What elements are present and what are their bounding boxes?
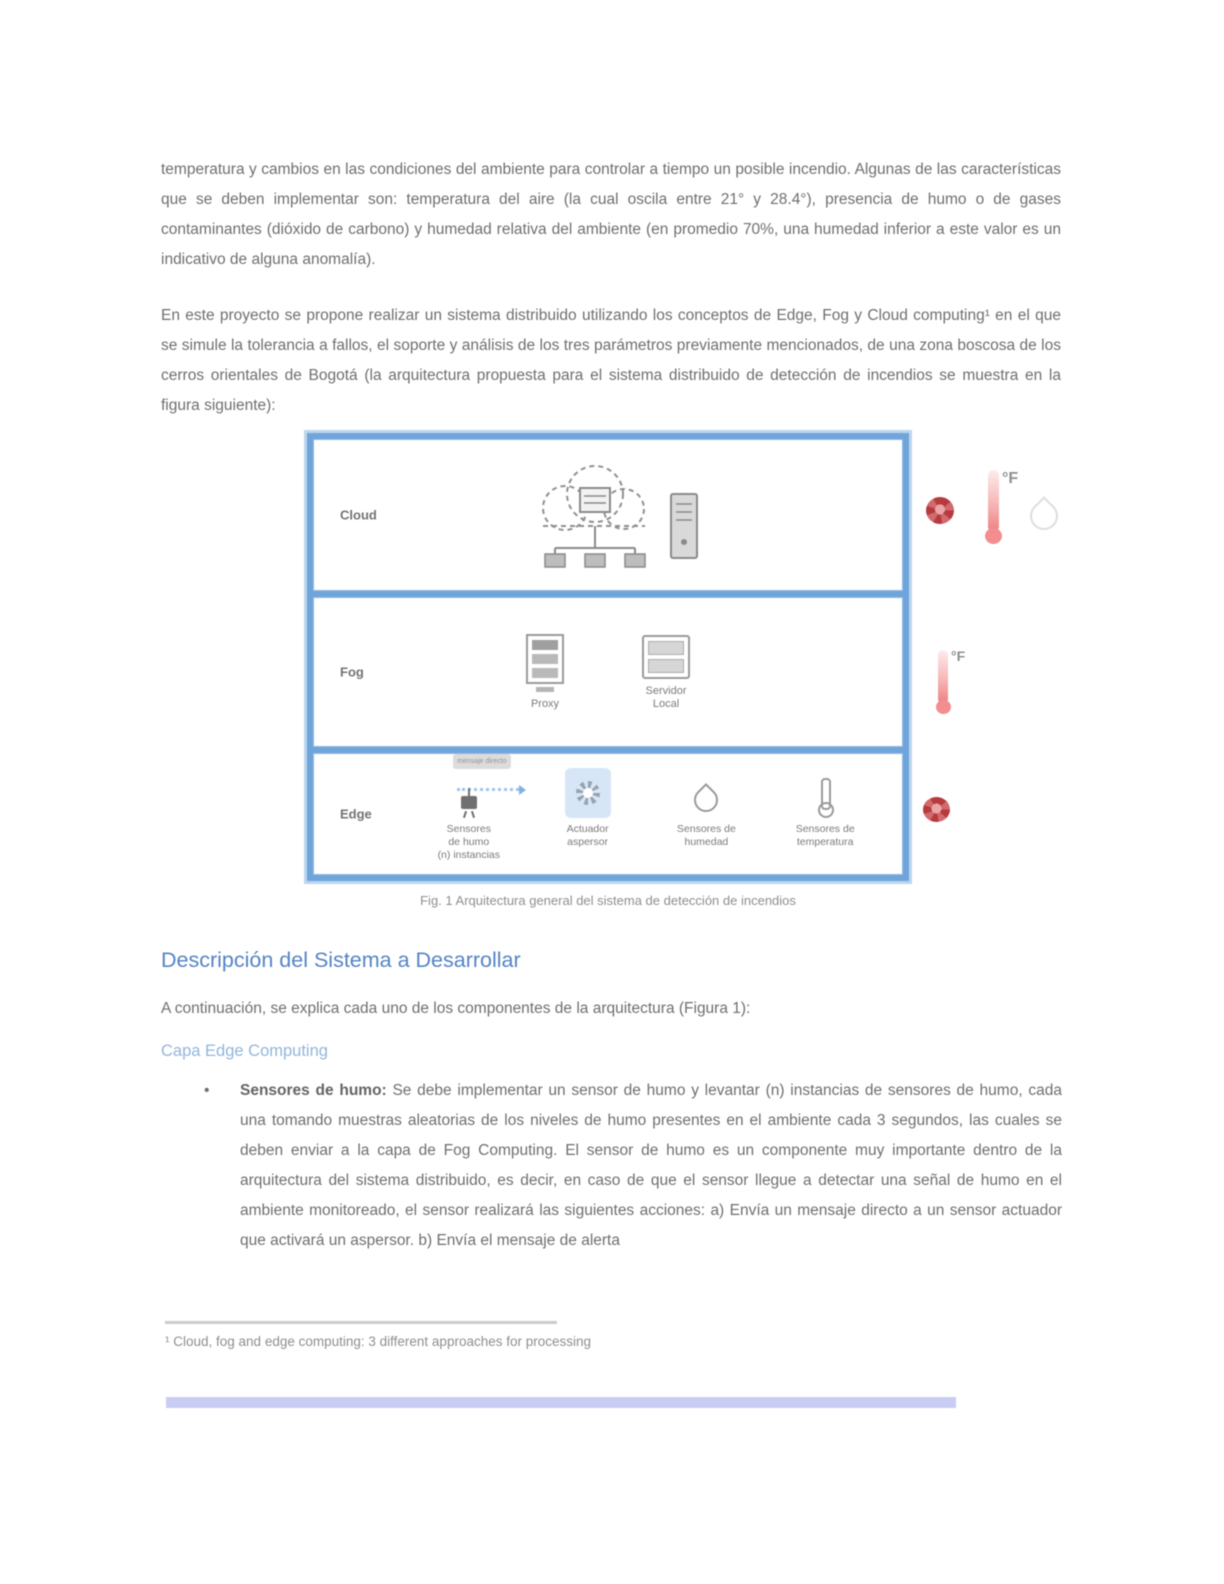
temperature-reading-icon — [988, 470, 1019, 532]
fahrenheit-unit-label: °F — [1002, 470, 1019, 487]
paragraph-ambient-conditions: temperatura y cambios en las condiciones del ambiente para controlar a tiempo un posible incendio. Algunas de las características que se deben implementar son: temperatura del aire (la cual oscila entre 21° y 28.4°), presencia de humo o de gases contaminantes (dióxido de carbono) y humedad relativa del ambiente (en promedio 70%, una humedad inferior a este valor es un indicativo de alguna anomalía). — [161, 160, 1061, 268]
sprinkler-actuator-node — [538, 766, 638, 862]
bullet-item-smoke-sensors — [204, 1076, 1062, 1256]
footnote-text: ¹ Cloud, fog and edge computing: 3 different approaches for processing — [165, 1334, 592, 1349]
local-server-node — [642, 635, 690, 711]
smoke-sensor-icon — [458, 788, 480, 818]
humidity-sensor-label-line2: humedad — [684, 836, 729, 848]
temperature-sensor-icon — [817, 778, 833, 818]
subsection-heading: Capa Edge Computing — [161, 1042, 328, 1060]
humidity-sensor-label-line1: Sensores de — [676, 823, 736, 835]
edge-layer-label: Edge — [340, 806, 372, 822]
temperature-reading-icon — [938, 648, 966, 704]
fog-layer-box — [313, 597, 903, 747]
figure-caption: Fig. 1 Arquitectura general del sistema de detección de incendios — [420, 893, 796, 908]
sprinkler-actuator-label — [567, 823, 609, 862]
fahrenheit-unit-label: °F — [951, 648, 966, 664]
edge-layer-box — [313, 753, 903, 875]
temperature-sensor-label — [796, 823, 855, 862]
humidity-sensor-label — [677, 823, 736, 862]
humidity-sensor-node — [656, 766, 756, 862]
local-server-label — [646, 685, 687, 711]
smoke-sensor-node — [419, 758, 519, 862]
local-server-label-line2: Local — [652, 697, 680, 710]
bullet-marker: • — [204, 1082, 210, 1099]
fog-layer-label: Fog — [340, 664, 364, 680]
humidity-reading-icon — [1024, 496, 1064, 536]
fire-alarm-icon — [923, 797, 950, 822]
proxy-label: Proxy — [530, 697, 560, 710]
smoke-sensor-label-line2: de humo — [448, 836, 490, 848]
fire-alarm-icon — [926, 497, 954, 524]
cloud-network-icon — [493, 452, 723, 578]
footnote-divider — [165, 1321, 557, 1324]
local-server-icon — [642, 635, 690, 679]
proxy-node — [526, 634, 564, 711]
temperature-sensor-label-line1: Sensores de — [795, 823, 855, 835]
cloud-layer-box — [313, 439, 903, 591]
smoke-sensor-label-line1: Sensores — [446, 823, 491, 835]
intro-sentence: A continuación, se explica cada uno de los componentes de la arquitectura (Figura 1): — [161, 1000, 751, 1017]
local-server-label-line1: Servidor — [645, 684, 687, 697]
bullet-lead: Sensores de humo: — [240, 1082, 387, 1099]
cloud-layer-label: Cloud — [340, 507, 377, 523]
sprinkler-actuator-icon — [565, 768, 611, 818]
sprinkler-actuator-label-line2: aspersor — [567, 836, 609, 848]
temperature-sensor-node — [775, 766, 875, 862]
architecture-figure — [304, 430, 912, 884]
page-break-bar — [166, 1397, 956, 1408]
bullet-body: Se debe implementar un sensor de humo y levantar (n) instancias de sensores de humo, cada una tomando muestras aleatorias de los niveles de humo presentes en el ambiente cada 3 segundos, las cuales se deben enviar a la capa de Fog Computing. El sensor de humo es un componente muy importante dentro de la arquitectura del sistema distribuido, es decir, en caso de que el sensor llegue a detectar una señal de humo en el ambiente monitoreado, el sensor realizará las siguientes acciones: a) Envía un mensaje directo a un sensor actuador que activará un aspersor. b) Envía el mensaje de alerta — [240, 1082, 1062, 1249]
proxy-server-base — [536, 687, 554, 692]
proxy-server-icon — [526, 634, 564, 684]
paragraph-project-proposal: En este proyecto se propone realizar un sistema distribuido utilizando los conceptos de Edge, Fog y Cloud computing¹ en el que se simule la tolerancia a fallos, el soporte y análisis de los tres parámetros previamente mencionados, de una zona boscosa de los cerros orientales de Bogotá (la arquitectura propuesta para el sistema distribuido de detección de incendios se muestra en la figura siguiente): — [161, 306, 1061, 414]
smoke-sensor-label — [438, 823, 500, 862]
temperature-sensor-label-line2: temperatura — [796, 836, 854, 848]
humidity-sensor-icon — [689, 783, 723, 817]
direct-message-callout: mensaje directo — [453, 754, 511, 769]
bullet-text — [240, 1076, 1062, 1256]
section-heading: Descripción del Sistema a Desarrollar — [161, 948, 521, 972]
sprinkler-actuator-label-line1: Actuador — [566, 823, 609, 835]
smoke-sensor-label-line3: (n) instancias — [437, 849, 501, 861]
